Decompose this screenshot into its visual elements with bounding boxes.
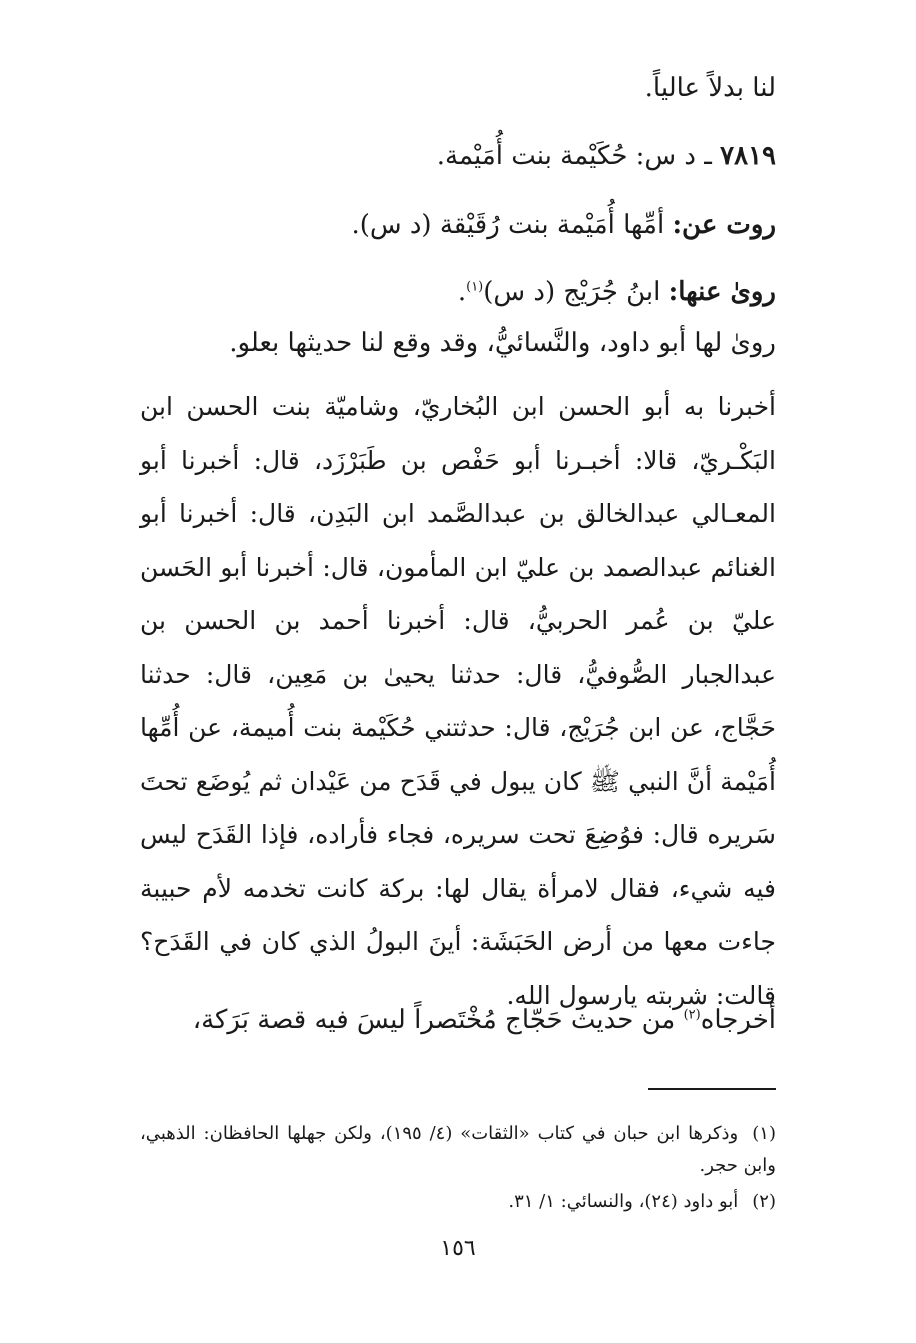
narrated-from-text: أمِّها أُمَيْمة بنت رُقَيْقة (د س). xyxy=(351,210,673,240)
narrated-from-label: روت عن: xyxy=(672,210,776,240)
footnote-1 xyxy=(140,1118,776,1182)
narrated-from-line xyxy=(351,205,776,245)
footnote-1-text: وذكرها ابن حبان في كتاب «الثقات» (٤/ ١٩٥)، ولكن جهلها الحافظان: الذهبي، وابن حجر. xyxy=(140,1123,776,1176)
footnote-ref-2: (٢) xyxy=(683,1007,701,1023)
closing-text-start: أخرجاه xyxy=(700,1005,776,1035)
footnote-2-number: (٢) xyxy=(752,1191,776,1212)
footnote-2-text: أبو داود (٢٤)، والنسائي: ١/ ٣١. xyxy=(508,1191,739,1212)
entry-title: ـ د س: حُكَيْمة بنت أُمَيْمة. xyxy=(436,141,721,171)
narrated-by-end: . xyxy=(457,277,467,307)
narrated-by-line xyxy=(458,272,776,312)
opening-line: لنا بدلاً عالياً. xyxy=(644,73,776,103)
footnote-divider xyxy=(648,1088,776,1090)
footnote-2 xyxy=(140,1186,776,1218)
entry-number: ٧٨١٩ xyxy=(720,141,776,171)
narrated-by-text: ابنُ جُرَيْج (د س) xyxy=(483,277,669,307)
entry-heading xyxy=(437,136,776,176)
closing-line xyxy=(193,1000,776,1040)
narrated-by-label: روىٰ عنها: xyxy=(668,277,776,307)
summary-line: روىٰ لها أبو داود، والنَّسائيُّ، وقد وقع لنا حديثها بعلو. xyxy=(229,328,776,358)
isnad-paragraph xyxy=(140,380,776,1022)
page-number: ١٥٦ xyxy=(440,1236,476,1261)
footnotes xyxy=(140,1118,776,1222)
footnote-1-number: (١) xyxy=(752,1123,776,1144)
footnote-ref-1: (١) xyxy=(466,279,484,295)
closing-text-rest: من حديث حَجّاج مُخْتَصراً ليسَ فيه قصة بَرَكة، xyxy=(192,1005,684,1035)
isnad-text: أخبرنا به أبو الحسن ابن البُخاريّ، وشاميّة بنت الحسن ابن البَكْـريّ، قالا: أخبـرنا أبو حَفْص بن طَبَرْزَد، قال: أخبرنا أبو المعـالي عبدالخالق بن عبدالصَّمد ابن البَدِن، قال: أخبرنا أبو الغنائم عبدالصمد بن عليّ ابن المأمون، قال: أخبرنا أبو الحَسن عليّ بن عُمر الحربيُّ، قال: أخبرنا أحمد بن الحسن بن عبدالجبار الصُّوفيُّ، قال: حدثنا يحيىٰ بن مَعِين، قال: حدثنا حَجَّاج، عن ابن جُرَيْج، قال: حدثتني حُكَيْمة بنت أُميمة، عن أُمِّها أُمَيْمة أنَّ النبي ﷺ كان يبول في قَدَح من عَيْدان ثم يُوضَع تحتَ سَريره قال: فوُضِعَ تحت سريره، فجاء فأراده، فإذا القَدَح ليس فيه شيء، فقال لامرأة يقال لها: بركة كانت تخدمه لأم حبيبة جاءت معها من أرض الحَبَشَة: أينَ البولُ الذي كان في القَدَح؟ قالت: شربته يارسول الله. xyxy=(140,392,776,1010)
